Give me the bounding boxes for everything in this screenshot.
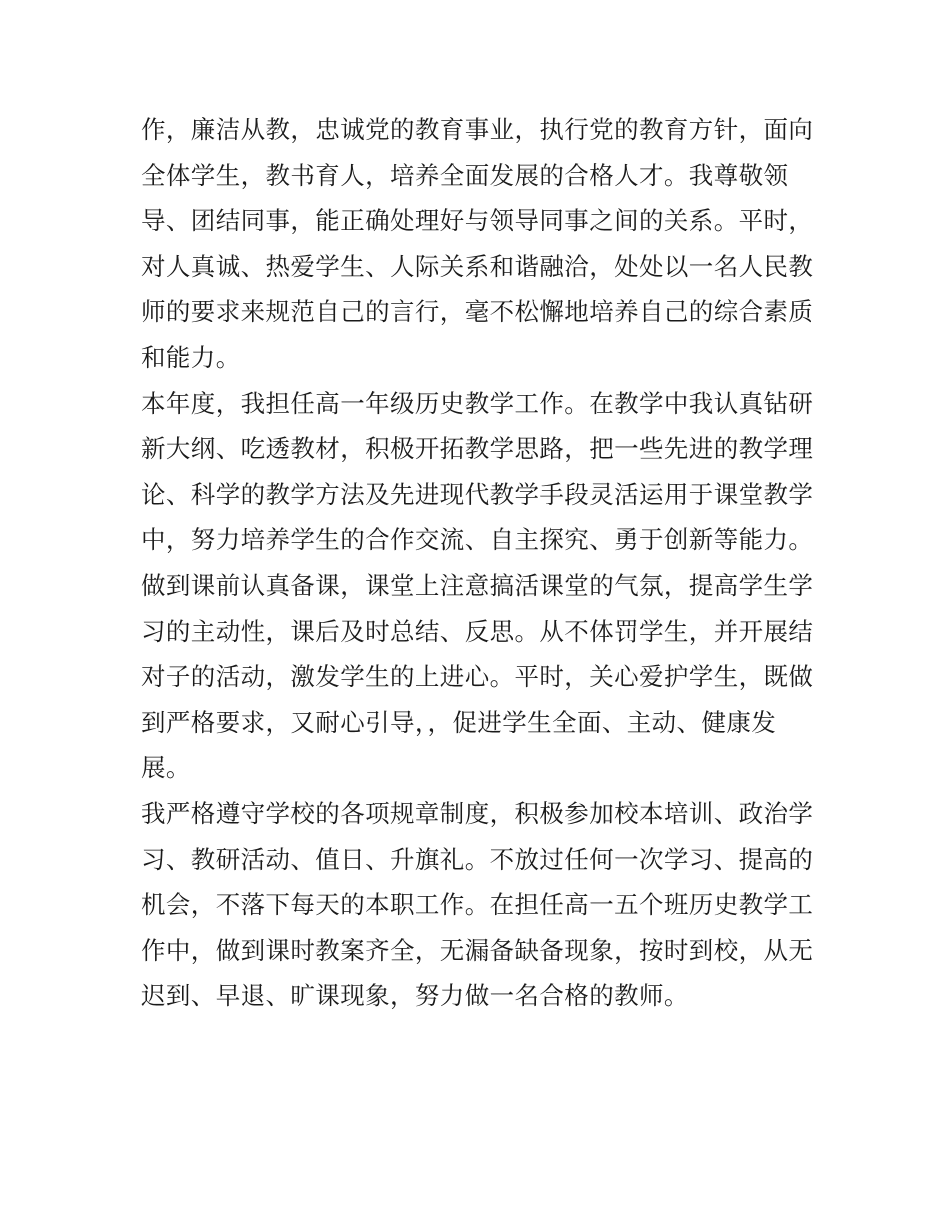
text-line: 展。 [141,753,191,783]
text-line: 本年度，我担任高一年级历史教学工作。在教学中我认真钻研 [141,388,814,418]
paragraph-1 [141,107,821,381]
text-line: 作，廉洁从教，忠诚党的教育事业，执行党的教育方针，面向 [141,115,814,144]
paragraph-3 [141,791,821,1019]
paragraph-2 [141,381,821,791]
text-line: 作中，做到课时教案齐全，无漏备缺备现象，按时到校，从无 [141,935,814,965]
text-line: 机会，不落下每天的本职工作。在担任高一五个班历史教学工 [141,890,814,920]
text-line: 中，努力培养学生的合作交流、自主探究、勇于创新等能力。 [141,525,814,555]
text-line: 到严格要求，又耐心引导，，促进学生全面、主动、健康发 [141,707,777,737]
text-line: 全体学生，教书育人，培养全面发展的合格人才。我尊敬领 [141,160,789,190]
text-line: 对子的活动，激发学生的上进心。平时，关心爱护学生，既做 [141,662,814,692]
text-line: 迟到、早退、旷课现象，努力做一名合格的教师。 [141,981,689,1011]
text-line: 我严格遵守学校的各项规章制度，积极参加校本培训、政治学 [141,798,814,828]
text-line: 习、教研活动、值日、升旗礼。不放过任何一次学习、提高的 [141,844,814,874]
text-line: 师的要求来规范自己的言行，毫不松懈地培养自己的综合素质 [141,297,814,327]
text-line: 论、科学的教学方法及先进现代教学手段灵活运用于课堂教学 [141,479,814,509]
document-body [141,107,821,1019]
text-line: 对人真诚、热爱学生、人际关系和谐融洽，处处以一名人民教 [141,251,814,281]
text-line: 新大纲、吃透教材，积极开拓教学思路，把一些先进的教学理 [141,434,814,464]
text-line: 做到课前认真备课，课堂上注意搞活课堂的气氛，提高学生学 [141,570,814,600]
text-line: 习的主动性，课后及时总结、反思。从不体罚学生，并开展结 [141,616,814,646]
text-line: 和能力。 [141,342,241,372]
text-line: 导、团结同事，能正确处理好与领导同事之间的关系。平时， [141,206,814,236]
